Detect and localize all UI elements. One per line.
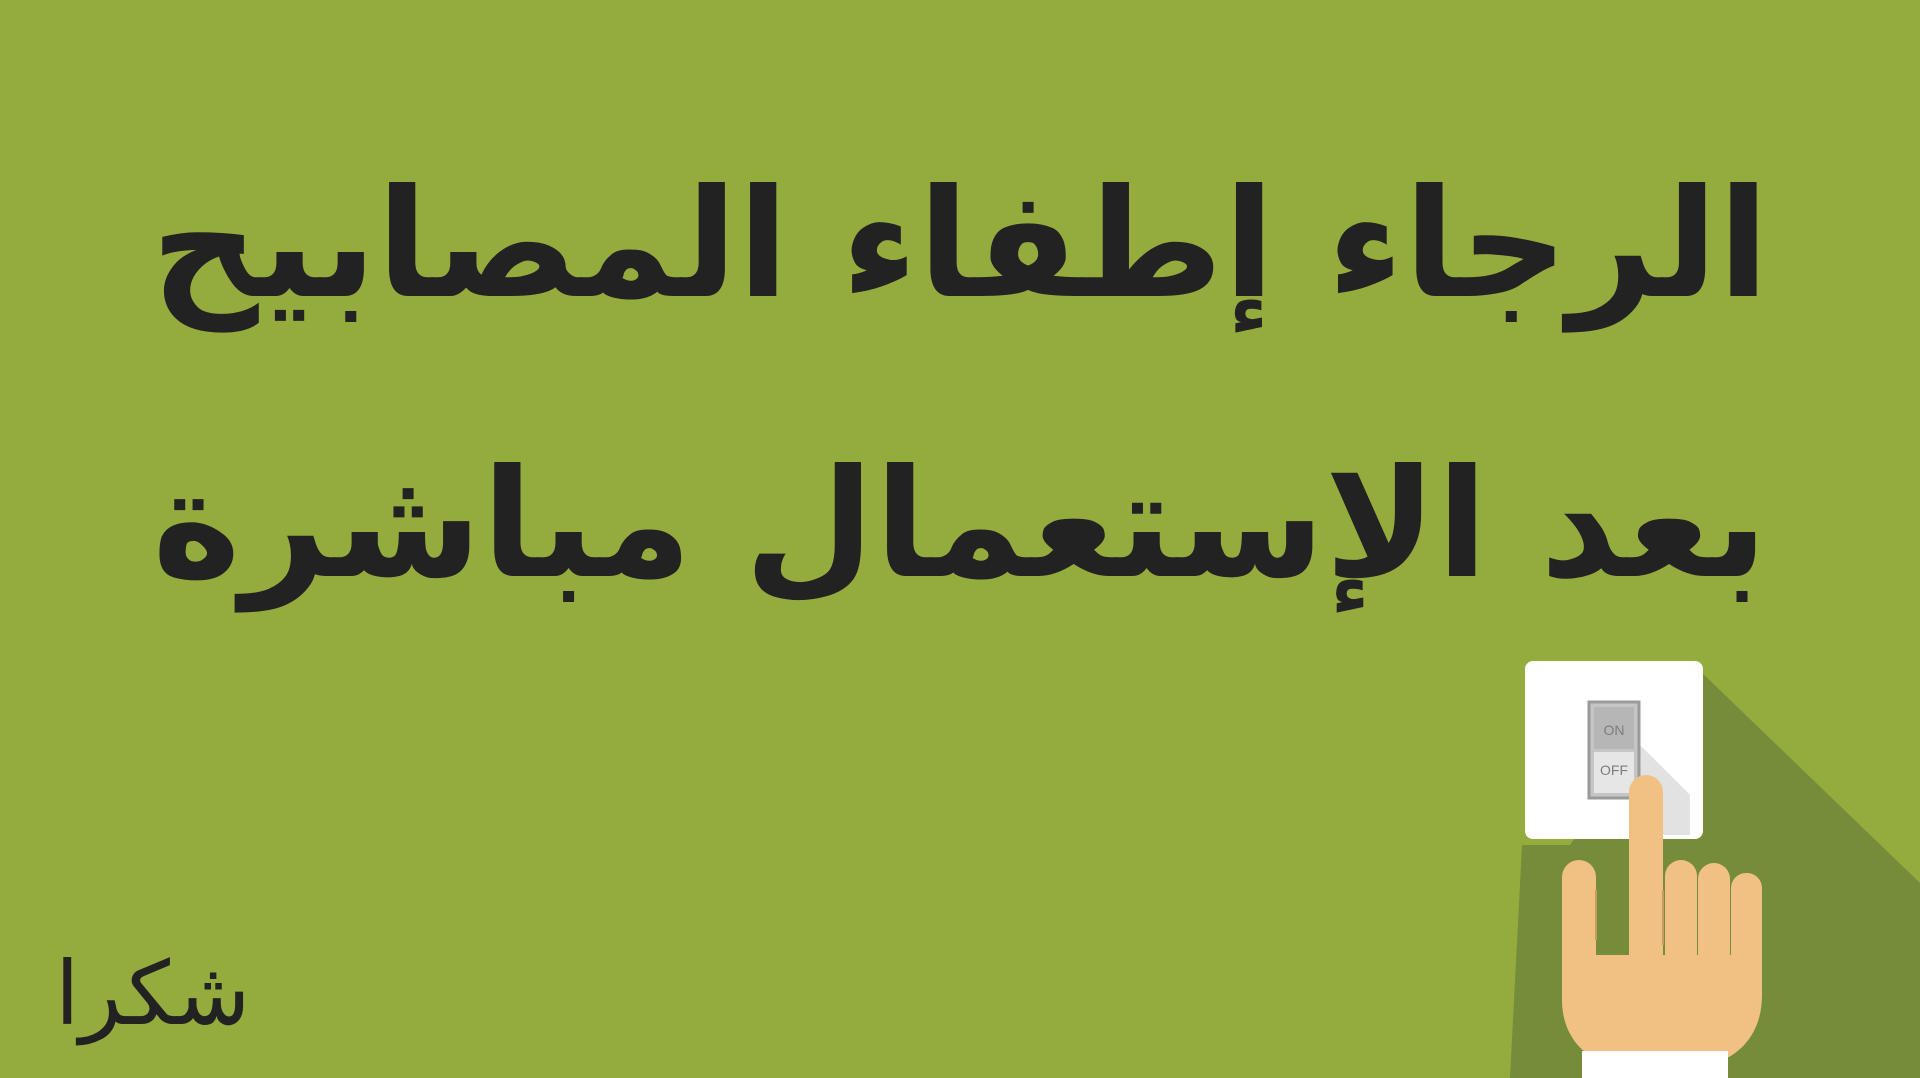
sleeve-cuff bbox=[1582, 1051, 1728, 1078]
light-switch-icon bbox=[1525, 661, 1703, 839]
switch-illustration bbox=[1490, 655, 1920, 1078]
headline-line-1: الرجاء إطفاء المصابيح bbox=[150, 158, 1770, 332]
switch-on-label: ON bbox=[1603, 722, 1625, 738]
headline-line-2: بعد الإستعمال مباشرة bbox=[152, 438, 1768, 612]
thanks-text: شكرا bbox=[55, 942, 251, 1045]
switch-off-label: OFF bbox=[1600, 762, 1628, 778]
